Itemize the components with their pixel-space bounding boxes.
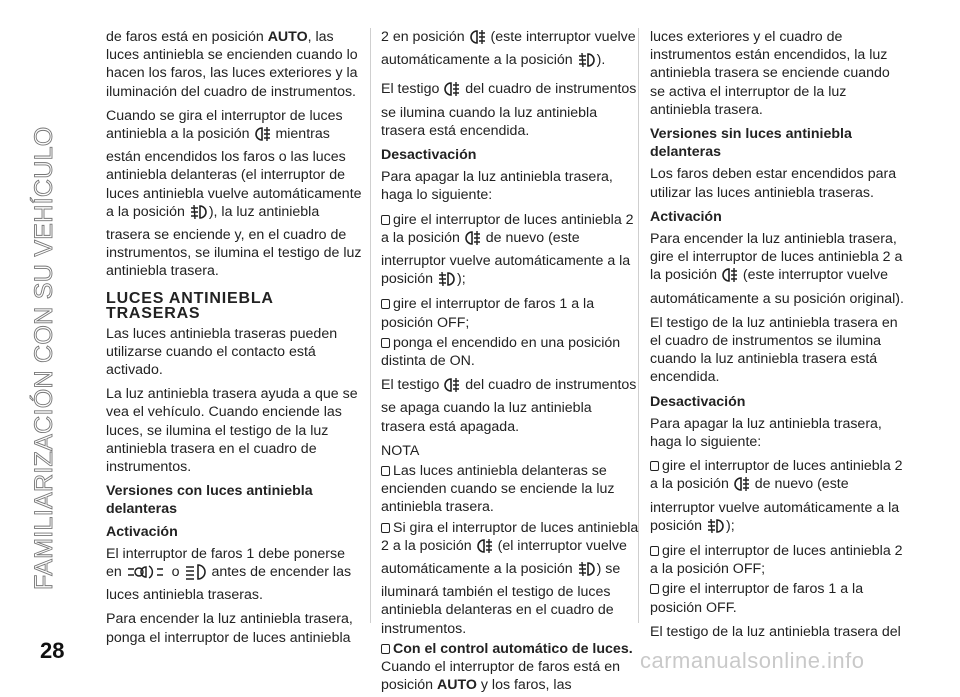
paragraph: El testigo del cuadro de instrumentos se ilumina cuando la luz antiniebla trasera está encendida. bbox=[381, 81, 637, 139]
side-title-text: FAMILIARIZACIÓN CON SU VEHÍCULO bbox=[30, 126, 58, 590]
paragraph: Los faros deben estar encendidos para utilizar las luces antiniebla traseras. bbox=[650, 166, 897, 201]
list-item: Si gira el interruptor de luces antiniebla 2 a la posición (el interruptor vuelve automáticamente a la posición ) se iluminará también el testigo de luces antiniebla delanteras en el cuadro de instrumentos. bbox=[381, 519, 639, 637]
list-item: ponga el encendido en una posición distinta de ON. bbox=[381, 334, 621, 370]
paragraph: Para apagar la luz antiniebla trasera, haga lo siguiente: bbox=[381, 169, 613, 204]
subheading: Activación bbox=[650, 208, 722, 225]
column-3 bbox=[650, 28, 908, 647]
bullet-icon bbox=[650, 546, 659, 556]
paragraph: La luz antiniebla trasera ayuda a que se vea el vehículo. Cuando enciende las luces, se ilumina el testigo de la luz antiniebla trasera en el cuadro de instrumentos. bbox=[106, 386, 358, 476]
page-number: 28 bbox=[40, 638, 65, 663]
paragraph: Para encender la luz antiniebla trasera, gire el interruptor de luces antiniebla 2 a la posición (este interruptor vuelve automáticamente a su posición original). bbox=[650, 231, 904, 307]
front-fog-light-icon bbox=[190, 203, 208, 226]
front-fog-light-icon bbox=[578, 560, 596, 583]
paragraph: luces exteriores y el cuadro de instrumentos están encendidos, la luz antiniebla trasera se enciende cuando se activa el interruptor de la luz antiniebla trasera. bbox=[650, 29, 890, 118]
paragraph: de faros está en posición AUTO, las luces antiniebla se encienden cuando lo hacen los faros, las luces exteriores y la iluminación del cuadro de instrumentos. bbox=[106, 29, 358, 100]
watermark: carmanualsonline.info bbox=[640, 648, 865, 673]
bullet-icon bbox=[650, 461, 659, 471]
list-item: gire el interruptor de faros 1 a la posición OFF. bbox=[650, 581, 864, 616]
rear-fog-light-icon bbox=[722, 266, 738, 289]
paragraph: El testigo de la luz antiniebla trasera del bbox=[650, 623, 901, 640]
note-label: NOTA bbox=[381, 442, 420, 459]
subheading: Activación bbox=[106, 523, 178, 540]
list-item: gire el interruptor de luces antiniebla 2 a la posición de nuevo (este interruptor vuelve automáticamente a la posición ); bbox=[650, 457, 908, 540]
front-fog-light-icon bbox=[438, 270, 456, 293]
front-fog-light-icon bbox=[578, 51, 596, 74]
bullet-icon bbox=[381, 338, 390, 348]
rear-fog-light-icon bbox=[465, 229, 481, 252]
paragraph: Para apagar la luz antiniebla trasera, haga lo siguiente: bbox=[650, 415, 882, 451]
bullet-icon bbox=[381, 215, 390, 225]
paragraph: Para encender la luz antiniebla trasera, ponga el interruptor de luces antiniebla bbox=[106, 611, 353, 646]
bullet-icon bbox=[381, 299, 390, 309]
bullet-icon bbox=[381, 523, 390, 533]
bullet-icon bbox=[381, 466, 390, 476]
bullet-icon bbox=[381, 644, 390, 654]
section-heading: LUCES ANTINIEBLA TRASERAS bbox=[106, 289, 274, 322]
side-section-title bbox=[22, 30, 62, 590]
front-fog-light-icon bbox=[707, 517, 725, 540]
parking-light-icon bbox=[127, 563, 167, 586]
rear-fog-light-icon bbox=[734, 475, 750, 498]
paragraph: El testigo de la luz antiniebla trasera en el cuadro de instrumentos se ilumina cuando la luz antiniebla trasera está encendida. bbox=[650, 314, 898, 386]
headlight-icon bbox=[185, 563, 207, 586]
column-1 bbox=[106, 28, 364, 653]
subheading: Versiones sin luces antiniebla delanteras bbox=[650, 126, 852, 161]
list-item: gire el interruptor de luces antiniebla 2 a la posición de nuevo (este interruptor vuelve automáticamente a la posición ); bbox=[381, 211, 639, 294]
subheading: Desactivación bbox=[381, 147, 477, 164]
paragraph: El interruptor de faros 1 debe ponerse en o antes de encender las luces antiniebla traseras. bbox=[106, 545, 352, 604]
rear-fog-light-icon bbox=[444, 80, 460, 103]
list-item: Las luces antiniebla delanteras se encienden cuando se enciende la luz antiniebla trasera. bbox=[381, 463, 615, 516]
bullet-icon bbox=[650, 584, 659, 594]
list-item: gire el interruptor de faros 1 a la posición OFF; bbox=[381, 296, 595, 331]
list-item: gire el interruptor de luces antiniebla 2 a la posición OFF; bbox=[650, 543, 903, 578]
paragraph: Las luces antiniebla traseras pueden utilizarse cuando el contacto está activado. bbox=[106, 325, 338, 379]
column-divider bbox=[370, 28, 371, 623]
paragraph: El testigo del cuadro de instrumentos se apaga cuando la luz antiniebla trasera está apagada. bbox=[381, 377, 637, 435]
rear-fog-light-icon bbox=[444, 376, 460, 399]
column-2 bbox=[381, 28, 639, 697]
paragraph: Cuando se gira el interruptor de luces antiniebla a la posición mientras están encendidos los faros o las luces antiniebla delanteras (el interruptor de luces antiniebla vuelve automáticamente a la posición ), la luz antiniebla trasera se enciende y, en el cuadro de instrumentos, se ilumina el testigo de luz antiniebla trasera. bbox=[106, 107, 362, 280]
subheading: Desactivación bbox=[650, 393, 746, 410]
rear-fog-light-icon bbox=[470, 28, 486, 51]
rear-fog-light-icon bbox=[255, 125, 271, 148]
rear-fog-light-icon bbox=[477, 537, 493, 560]
subheading: Versiones con luces antiniebla delanteras bbox=[106, 483, 313, 518]
paragraph: 2 en posición (este interruptor vuelve automáticamente a la posición ). bbox=[381, 28, 639, 74]
list-item: Con el control automático de luces. Cuando el interruptor de faros está en posición AUTO y los faros, las bbox=[381, 640, 633, 694]
